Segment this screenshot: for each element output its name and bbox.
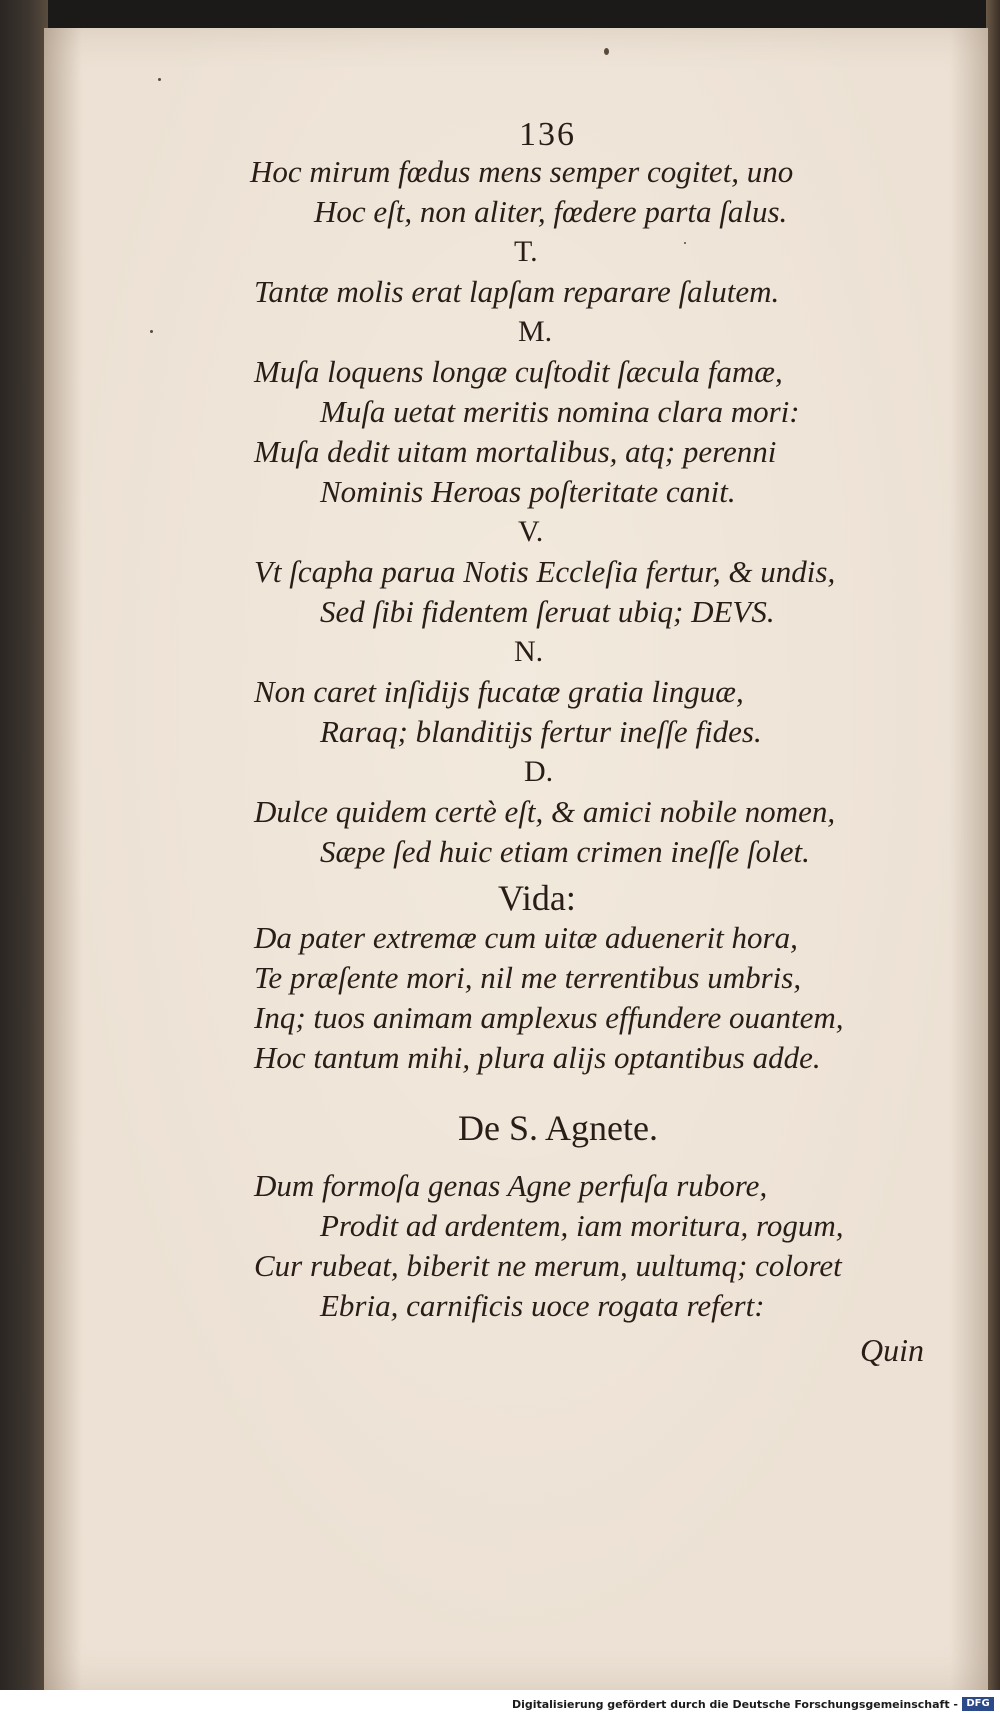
verse-line: Cur rubeat, biberit ne merum, uultumq; coloret	[254, 1248, 842, 1283]
verse-line: Sæpe ſed huic etiam crimen ineſſe ſolet.	[320, 834, 810, 869]
section-letter: D.	[524, 755, 554, 788]
paper-speck	[604, 48, 609, 55]
verse-line: Raraq; blanditijs fertur ineſſe fides.	[320, 714, 762, 749]
verse-line: Vt ſcapha parua Notis Eccleſia fertur, & undis,	[254, 554, 836, 589]
book-right-edge	[986, 0, 1000, 1690]
footer-credit: Digitalisierung gefördert durch die Deutsche Forschungsgemeinschaft -	[511, 1698, 958, 1711]
dfg-logo-icon: DFG	[962, 1697, 994, 1711]
verse-line: Hoc eſt, non aliter, fœdere parta ſalus.	[314, 194, 788, 229]
page-content	[44, 28, 988, 1690]
verse-line: Te præſente mori, nil me terrentibus umbris,	[254, 960, 802, 995]
catchword: Quin	[860, 1332, 924, 1368]
section-letter: M.	[518, 315, 553, 348]
paper-speck	[158, 78, 161, 81]
verse-line: Inq; tuos animam amplexus effundere ouantem,	[254, 1000, 844, 1035]
paper-speck	[684, 242, 686, 244]
section-letter: N.	[514, 635, 544, 668]
verse-line: Tantæ molis erat lapſam reparare ſalutem.	[254, 274, 780, 309]
verse-line: Dum formoſa genas Agne perfuſa rubore,	[254, 1168, 768, 1203]
verse-line: Muſa uetat meritis nomina clara mori:	[320, 394, 800, 429]
section-heading-agnete: De S. Agnete.	[458, 1108, 658, 1148]
verse-line: Hoc mirum fœdus mens semper cogitet, uno	[250, 154, 794, 189]
verse-line: Muſa dedit uitam mortalibus, atq; perenni	[254, 434, 777, 469]
verse-line: Muſa loquens longæ cuſtodit ſæcula famæ,	[254, 354, 783, 389]
paper-speck	[150, 330, 153, 333]
verse-line: Nominis Heroas poſteritate canit.	[320, 474, 736, 509]
verse-line: Dulce quidem certè eſt, & amici nobile nomen,	[254, 794, 836, 829]
verse-line: Non caret inſidijs fucatæ gratia linguæ,	[254, 674, 744, 709]
scanned-page	[44, 28, 988, 1690]
page-number: 136	[519, 116, 576, 153]
book-spine	[0, 0, 48, 1690]
section-letter: T.	[514, 235, 538, 268]
section-letter: V.	[518, 515, 544, 548]
section-heading-vida: Vida:	[498, 878, 576, 918]
verse-line: Sed ſibi fidentem ſeruat ubiq; DEVS.	[320, 594, 775, 629]
verse-line: Hoc tantum mihi, plura alijs optantibus adde.	[254, 1040, 821, 1075]
verse-line: Ebria, carnificis uoce rogata refert:	[320, 1288, 765, 1323]
verse-line: Da pater extremæ cum uitæ aduenerit hora,	[254, 920, 798, 955]
verse-line: Prodit ad ardentem, iam moritura, rogum,	[320, 1208, 844, 1243]
